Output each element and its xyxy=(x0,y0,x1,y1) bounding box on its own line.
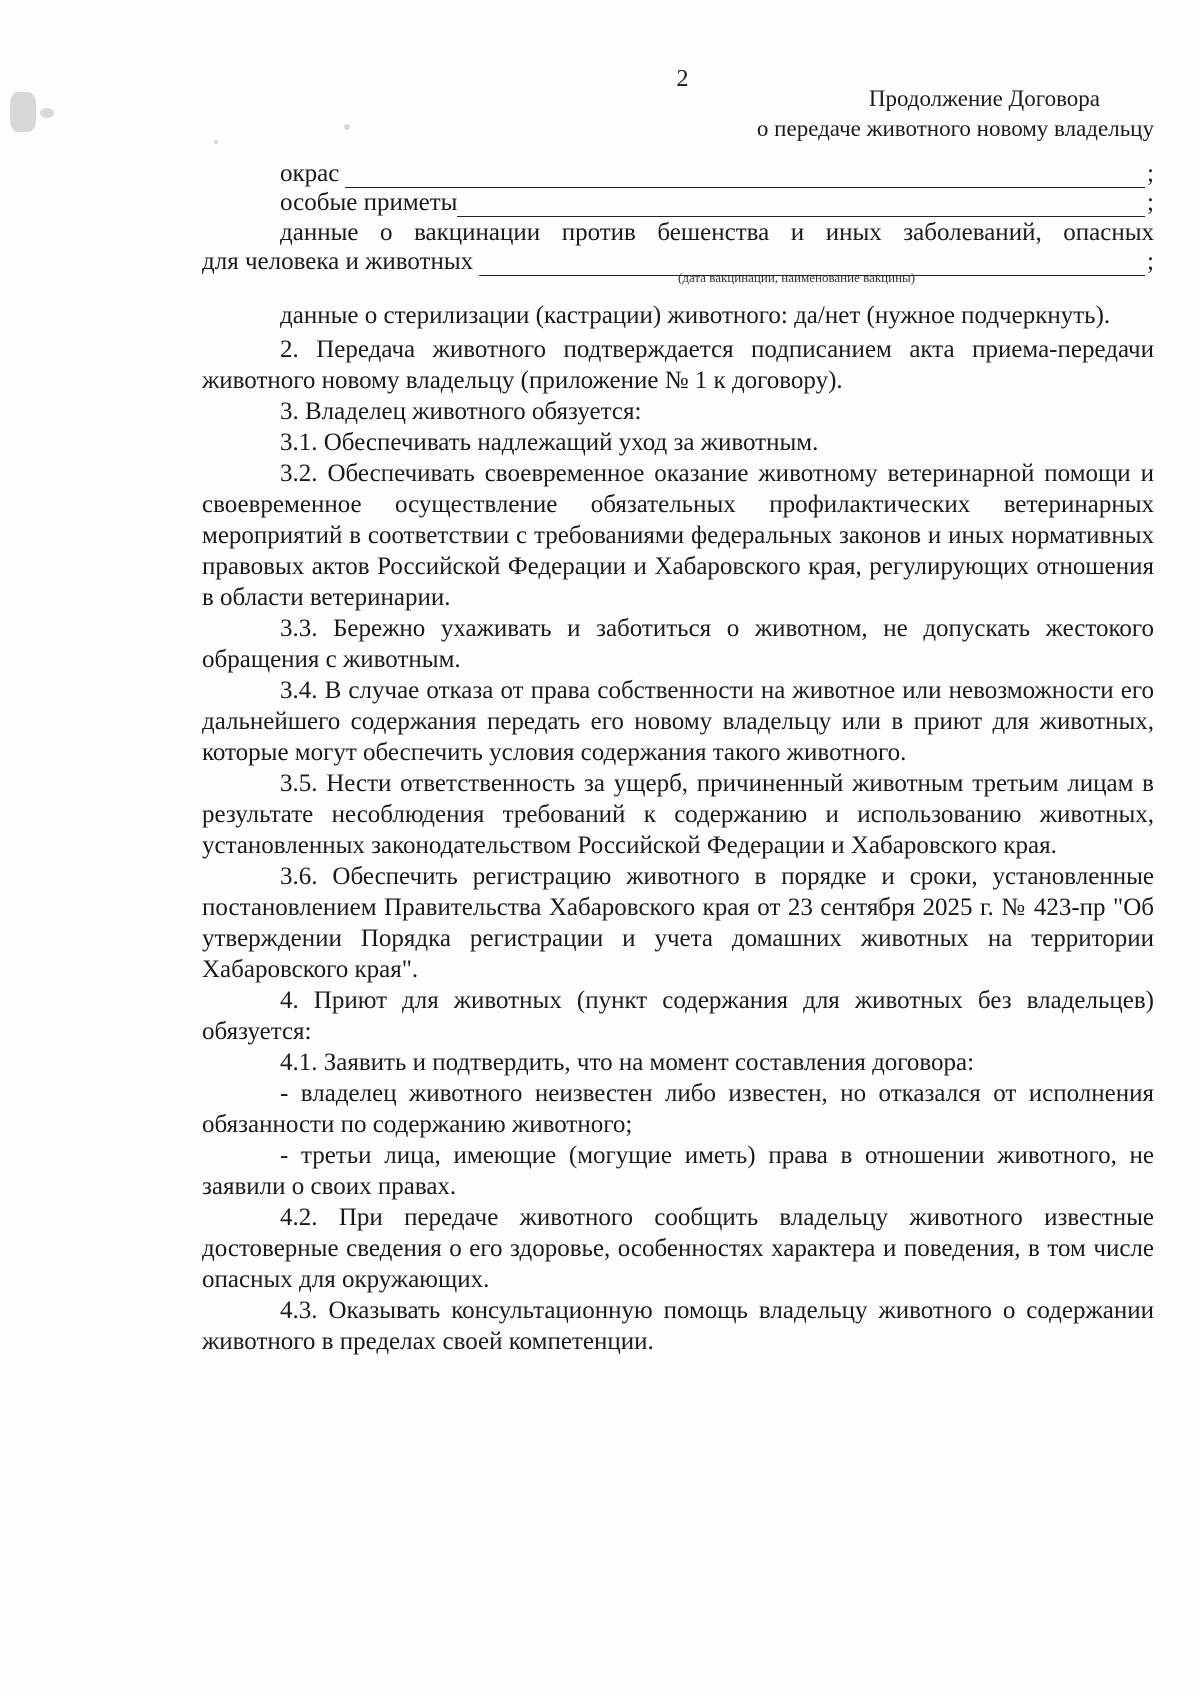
paragraph-3-5: 3.5. Нести ответственность за ущерб, причиненный животным третьим лицам в результате несоблюдения требований к содержанию и использованию животных, установленных законодательством Российской Федерации и Хабаровского края. xyxy=(202,770,1154,859)
paragraph-2: 2. Передача животного подтверждается подписанием акта приема-передачи животного новому владельцу (приложение № 1 к договору). xyxy=(202,336,1154,394)
paragraph-4: 4. Приют для животных (пункт содержания для животных без владельцев) обязуется: xyxy=(202,987,1154,1045)
color-field[interactable] xyxy=(280,160,1154,188)
document-header xyxy=(757,84,1154,144)
scan-speck xyxy=(10,92,36,132)
color-blank-line[interactable] xyxy=(345,165,1145,188)
paragraph-3-3: 3.3. Бережно ухаживать и заботиться о животном, не допускать жестокого обращения с животным. xyxy=(202,615,1154,673)
paragraph-third-parties: - третьи лица, имеющие (могущие иметь) права в отношении животного, не заявили о своих правах. xyxy=(202,1142,1154,1200)
paragraph-owner-unknown: - владелец животного неизвестен либо известен, но отказался от исполнения обязанности по содержанию животного; xyxy=(202,1080,1154,1138)
vaccination-line-1: данные о вакцинации против бешенства и иных заболеваний, опасных xyxy=(280,219,1154,246)
contract-body xyxy=(202,300,1154,1357)
semicolon: ; xyxy=(1147,160,1154,187)
vaccination-hint: (дата вакцинации, наименование вакцины) xyxy=(678,270,916,285)
paragraph-3-4: 3.4. В случае отказа от права собственности на животное или невозможности его дальнейшего содержания передать его новому владельцу или в приют для животных, которые могут обеспечить условия содержания такого животного. xyxy=(202,677,1154,766)
vaccination-label: для человека и животных xyxy=(202,248,474,275)
semicolon: ; xyxy=(1147,189,1154,216)
paragraph-4-2: 4.2. При передаче животного сообщить владельцу животного известные достоверные сведения о его здоровье, особенностях характера и поведения, в том числе опасных для окружающих. xyxy=(202,1204,1154,1293)
paragraph-4-3: 4.3. Оказывать консультационную помощь владельцу животного о содержании животного в пределах своей компетенции. xyxy=(202,1297,1154,1355)
header-title: Продолжение Договора xyxy=(868,86,1100,111)
scan-speck xyxy=(40,108,54,118)
paragraph-4-1: 4.1. Заявить и подтвердить, что на момент составления договора: xyxy=(280,1049,975,1076)
paragraph-3: 3. Владелец животного обязуется: xyxy=(280,398,642,425)
color-label: окрас xyxy=(280,160,340,187)
scan-speck xyxy=(214,140,218,144)
paragraph-3-2: 3.2. Обеспечивать своевременное оказание животному ветеринарной помощи и своевременное осуществление обязательных профилактических ветеринарных мероприятий в соответствии с требованиями федеральных законов и иных нормативных правовых актов Российской Федерации и Хабаровского края, регулирующих отношения в области ветеринарии. xyxy=(202,460,1154,611)
scan-speck xyxy=(344,124,350,130)
special-marks-field[interactable] xyxy=(280,189,1154,217)
paragraph-3-6: 3.6. Обеспечить регистрацию животного в порядке и сроки, установленные постановлением Правительства Хабаровского края от 23 сентября 2025 г. № 423-пр "Об утверждении Порядка регистрации и учета домашних животных на территории Хабаровского края". xyxy=(202,863,1154,983)
semicolon: ; xyxy=(1147,248,1154,275)
header-subtitle: о передаче животного новому владельцу xyxy=(756,116,1154,141)
special-marks-label: особые приметы xyxy=(280,189,458,216)
paragraph-sterilization: данные о стерилизации (кастрации) животного: да/нет (нужное подчеркнуть). xyxy=(280,302,1111,329)
paragraph-3-1: 3.1. Обеспечивать надлежащий уход за животным. xyxy=(280,429,819,456)
special-marks-blank-line[interactable] xyxy=(457,194,1145,217)
page-number: 2 xyxy=(676,66,689,92)
